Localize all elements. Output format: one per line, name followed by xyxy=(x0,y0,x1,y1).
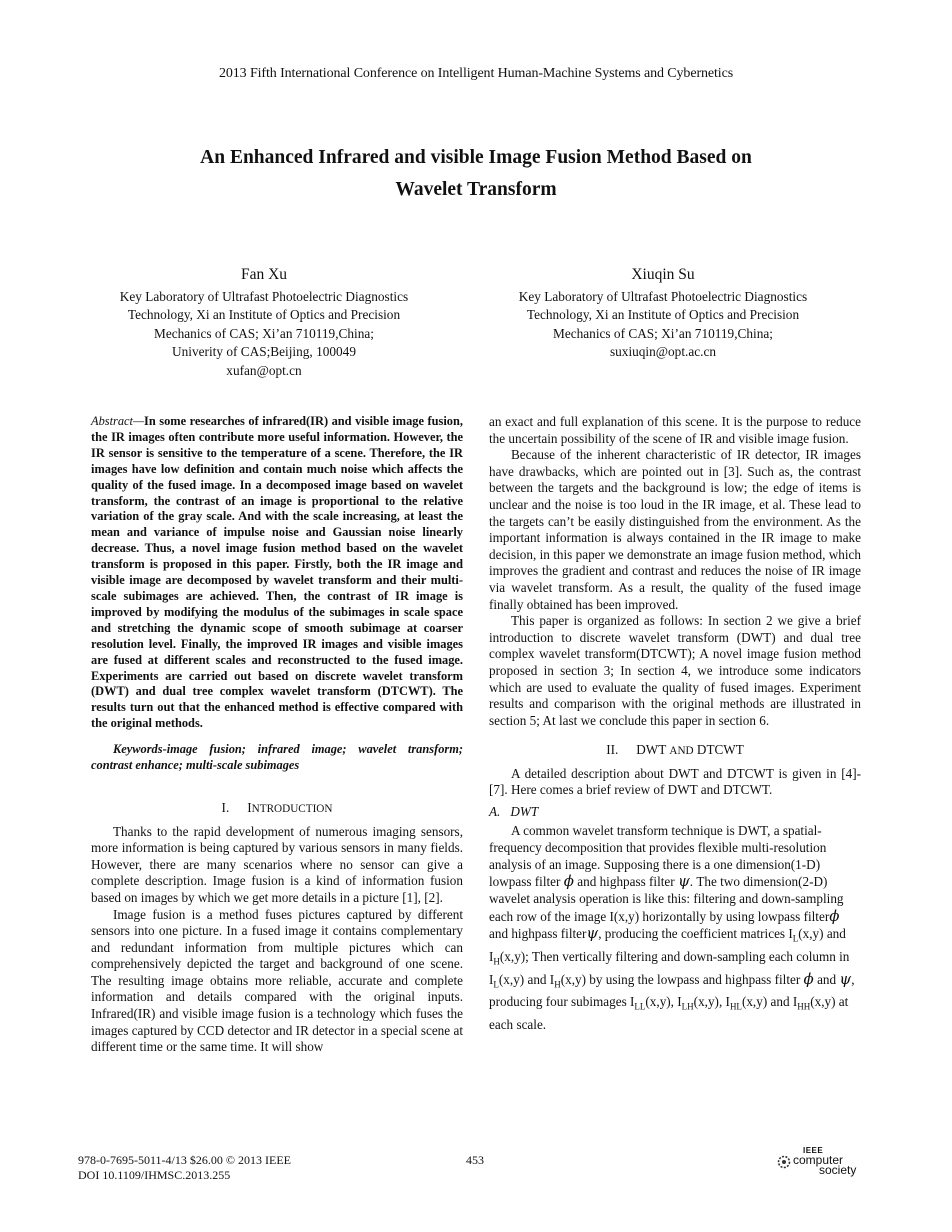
right-paragraph-2: This paper is organized as follows: In section 2 we give a brief introduction to discrete wavelet transform (DWT) and dual tree complex wavelet transform(DTCWT); A novel image fusion method proposed in section 3; In section 4, we introduce some indicators which are used to evaluate the quality of fused images. Experiment results and comparison with the original methods are illustrated in section 5; At last we conclude this paper in section 6. xyxy=(489,613,861,728)
affiliation-line: Technology, Xi an Institute of Optics and Precision xyxy=(526,307,800,322)
author-block-1 xyxy=(74,266,454,380)
subscript: L xyxy=(493,979,499,990)
dwt-text: (x,y), I xyxy=(693,994,730,1010)
subscript: L xyxy=(792,933,799,944)
title-line-2: Wavelet Transform xyxy=(395,179,557,200)
dwt-text: and xyxy=(813,971,840,987)
psi-symbol: ψ xyxy=(586,923,599,942)
section-number: I. xyxy=(221,799,230,815)
page-number: 453 xyxy=(466,1153,484,1167)
subscript: LL xyxy=(634,1002,646,1013)
author-block-2 xyxy=(473,266,853,362)
section-heading-dwt-dtcwt xyxy=(489,742,861,760)
dwt-text: (x,y), I xyxy=(645,994,682,1010)
logo-computer-text: computer xyxy=(793,1153,844,1167)
psi-symbol: ψ xyxy=(677,872,690,891)
affiliation-line: Univerity of CAS;Beijing, 100049 xyxy=(172,344,356,359)
section-title-part2: DTCWT xyxy=(696,742,744,758)
subscript: LH xyxy=(681,1002,694,1013)
dwt-text: (x,y) and I xyxy=(741,994,798,1010)
author-name: Fan Xu xyxy=(240,266,288,283)
footer-doi: DOI 10.1109/IHMSC.2013.255 xyxy=(78,1168,231,1182)
affiliation-line: Key Laboratory of Ultrafast Photoelectric Diagnostics xyxy=(518,288,808,304)
right-paragraph-continued: an exact and full explanation of this scene. It is the purpose to reduce the uncertain possibility of the scene of IR and visible image fusion. xyxy=(489,414,861,446)
right-paragraph-1: Because of the inherent characteristic of IR detector, IR images have drawbacks, which are pointed out in [3]. Such as, the contrast between the targets and the background is low; the edge of items is unclear and the noise is too loud in the IR image, et al. These lead to the targets can’t be easily distinguished from the environment. As the important information is always contained in the IR image to make decision, in this paper we demonstrate an image fusion method, which improves the gradient and contrast and reduces the noise of IR image via wavelet transform. As a result, the quality of the fused image finally obtained has been improved. xyxy=(489,447,861,612)
dwt-text: (x,y) and I xyxy=(489,925,846,964)
abstract xyxy=(91,414,463,732)
section-title-rest: NTRODUCTION xyxy=(251,802,333,815)
subsection-number: A. xyxy=(489,804,501,820)
author-name: Xiuqin Su xyxy=(631,266,695,283)
affiliation-line: Mechanics of CAS; Xi’an 710119,China; xyxy=(154,325,374,341)
phi-symbol: ϕ xyxy=(803,969,814,988)
affiliation-line: Mechanics of CAS; Xi’an 710119,China; xyxy=(553,325,773,341)
dwt-text: and highpass filter xyxy=(573,874,678,890)
section-title-initial: I xyxy=(247,799,252,815)
paper-title xyxy=(140,142,812,206)
abstract-label: Abstract— xyxy=(91,414,145,428)
section2-paragraph: A detailed description about DWT and DTCWT is given in [4]-[7]. Here comes a brief review of DWT and DTCWT. xyxy=(489,765,861,798)
section-title-part1: DWT xyxy=(636,742,667,758)
footer-citation xyxy=(78,1153,291,1183)
section-heading-introduction xyxy=(91,800,463,818)
phi-symbol: ϕ xyxy=(829,906,840,925)
intro-paragraph-1: Thanks to the rapid development of numerous imaging sensors, more information is being captured by various sensors in many fields. However, there are many scenarios where no sensor can give a complete description. Image fusion is a kind of information fusion based on images by which we get more details in a picture [1], [2]. xyxy=(91,823,463,905)
ieee-computer-society-logo xyxy=(777,1146,867,1176)
left-column xyxy=(91,414,463,1056)
dwt-text: and highpass filter xyxy=(489,925,587,941)
author-email: xufan@opt.cn xyxy=(226,362,302,378)
dwt-text: (x,y) at each scale. xyxy=(489,994,849,1033)
dwt-text: (x,y) and I xyxy=(498,971,555,987)
affiliation-line: Technology, Xi an Institute of Optics and Precision xyxy=(127,307,401,322)
footer-isbn: 978-0-7695-5011-4/13 $26.00 © 2013 IEEE xyxy=(78,1153,291,1167)
dwt-text: (x,y) by using the lowpass and highpass filter xyxy=(560,971,804,987)
logo-society-text: society xyxy=(819,1163,857,1177)
dwt-text: , producing the coefficient matrices I xyxy=(598,925,793,941)
right-column xyxy=(489,414,861,1033)
conference-header: 2013 Fifth International Conference on Intelligent Human-Machine Systems and Cybernetics xyxy=(218,66,734,81)
subsection-heading-dwt xyxy=(489,804,861,821)
subscript: H xyxy=(554,979,561,990)
logo-mark-icon xyxy=(777,1155,791,1169)
section-number: II. xyxy=(606,742,619,758)
author-email: suxiuqin@opt.ac.cn xyxy=(609,344,717,359)
psi-symbol: ψ xyxy=(839,969,852,988)
affiliation-line: Key Laboratory of Ultrafast Photoelectric Diagnostics xyxy=(119,288,409,304)
title-line-1: An Enhanced Infrared and visible Image Fusion Method Based on xyxy=(200,147,752,168)
subscript: HH xyxy=(797,1002,811,1013)
dwt-paragraph xyxy=(489,822,861,1034)
phi-symbol: ϕ xyxy=(563,872,574,891)
keywords: Keywords-image fusion; infrared image; wavelet transform; contrast enhance; multi-scale subimages xyxy=(91,742,463,773)
logo-ieee-text: IEEE xyxy=(803,1146,824,1155)
section-title-and: AND xyxy=(669,745,694,758)
intro-paragraph-2: Image fusion is a method fuses pictures captured by different sensors into one picture. In a fused image it contains complementary and redundant information from multiple pictures which can comprehensively depicted the target and background of one scene. The resulting image obtains more reliable, accurate and complete information and details compared with the original inputs. Infrared(IR) and visible image fusion is a technology which fuses the images captured by CCD detector and IR detector in a special scene at different time or the same time. It will show xyxy=(91,906,463,1055)
dwt-text: . The two dimension(2-D) wavelet analysis operation is like this: filtering and down-sampling each row of the image I(x,y) horizontally by using lowpass filter xyxy=(489,874,844,924)
subscript: HL xyxy=(729,1002,742,1013)
abstract-text: In some researches of infrared(IR) and visible image fusion, the IR images often contribute more useful information. However, the IR sensor is sensitive to the temperature of a scene. Therefore, the IR images have low definition and contain much noise which affects the quality of the fused image. In a decomposed image based on wavelet transform, the contrast of an image is proportional to the relative variation of the gray scale. And with the scale increasing, at least the mean and variance of impulse noise and Gaussian noise linearly decrease. Thus, a novel image fusion method based on the wavelet transform is proposed in this paper. Firstly, both the IR image and visible image are decomposed by wavelet transform and their multi-scale subimages are achieved. Then, the contrast of IR image is improved by modifying the modulus of the subimages in scale space and stretching the dynamic scope of smooth subimage at coarser resolution level. Finally, the improved IR images and visible images are fused at different scales and reconstructed to the fused image. Experiments are carried out based on discrete wavelet transform (DWT) and dual tree complex wavelet transform (DTCWT). The results turn out that the enhanced method is effective compared with the original methods. xyxy=(91,414,463,731)
dwt-text: (x,y); Then vertically filtering and down-sampling each column in I xyxy=(489,948,850,987)
subsection-title: DWT xyxy=(510,804,539,820)
subscript: H xyxy=(493,956,500,967)
dwt-text: A common wavelet transform technique is DWT, a spatial-frequency decomposition that provides flexible multi-resolution analysis of an image. Supposing there is a one dimension(1-D) lowpass filter xyxy=(489,822,827,890)
dwt-text: , producing four subimages I xyxy=(489,971,855,1010)
